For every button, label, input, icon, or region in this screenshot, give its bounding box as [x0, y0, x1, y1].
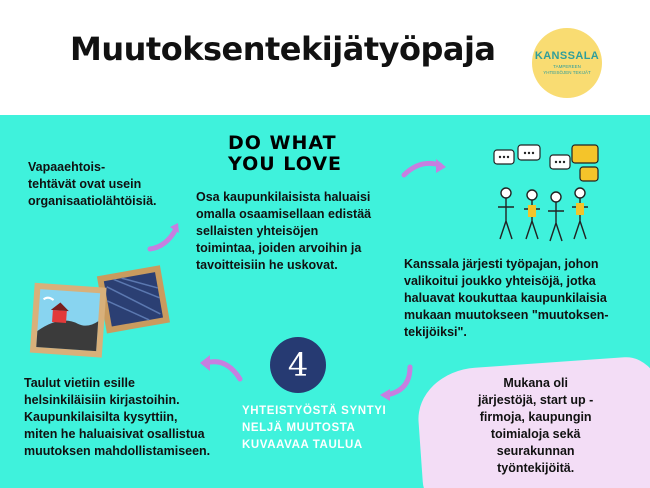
you-love-line: YOU LOVE	[228, 153, 343, 175]
arrow-volunteer-to-residents	[146, 215, 186, 255]
do-what-you-love-graphic	[228, 133, 348, 175]
paintings-text: Taulut vietiin esille helsinkiläisiin kirjastoihin. Kaupunkilaisilta kysyttiin, miten he haluaisivat osallistua muutoksen mahdollistamiseen.	[24, 376, 211, 458]
kanssala-logo	[532, 28, 602, 98]
workshop-text: Kanssala järjesti työpajan, johon valikoitui joukko yhteisöjä, jotka haluavat koukuttaa kaupunkilaisia mukaan muutokseen "muutoksen- tekijöiksi".	[404, 257, 609, 339]
framed-pictures-illustration	[30, 263, 170, 363]
content-panel	[0, 115, 650, 488]
residents-text: Osa kaupunkilaisista haluaisi omalla osaamisellaan edistää sellaisten yhteisöjen toimintaa, joiden arvoihin ja tavoitteisiin he uskovat.	[196, 190, 372, 272]
step-number-circle: 4	[270, 337, 326, 393]
logo-name: KANSSALA	[534, 50, 600, 62]
arrow-workshop-to-participants	[376, 363, 416, 403]
people-discussion-illustration	[488, 145, 608, 245]
page-title: Muutoksentekijätyöpaja	[70, 30, 496, 68]
arrow-residents-to-workshop	[400, 153, 450, 183]
volunteer-text: Vapaaehtois- tehtävät ovat usein organisaatiolähtöisiä.	[28, 160, 157, 208]
result-text: YHTEISTYÖSTÄ SYNTYI NELJÄ MUUTOSTA KUVAAVAA TAULUA	[242, 405, 387, 451]
do-what-line: DO WHAT	[228, 132, 337, 154]
header	[0, 0, 650, 115]
logo-tagline: TAMPEREEN YHTEISÖJEN TEKIJÄT	[543, 64, 591, 75]
participants-text: Mukana oli järjestöjä, start up - firmoja, kaupungin toimialoja sekä seurakunnan työntekijöitä.	[478, 376, 594, 475]
